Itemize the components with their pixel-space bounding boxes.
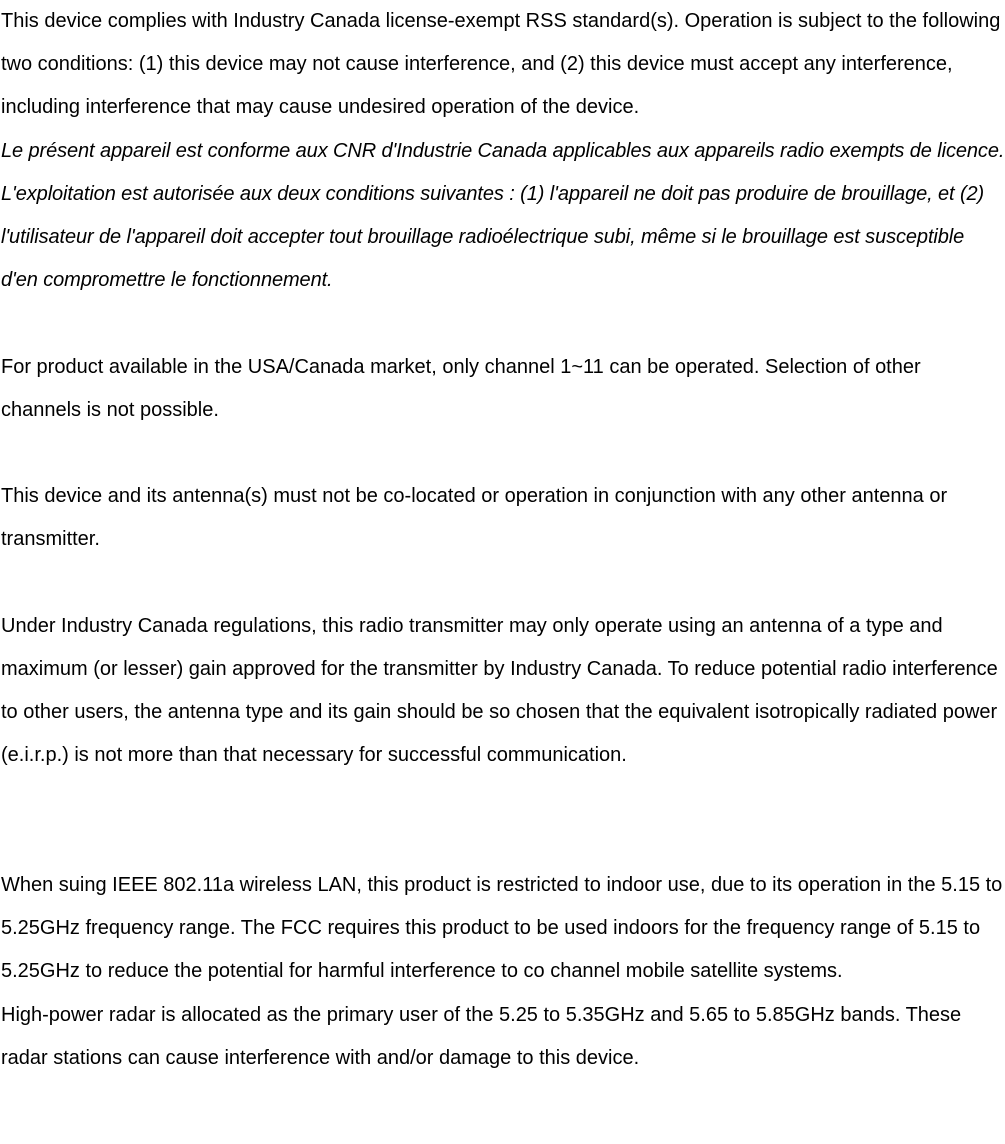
- paragraph-spacer: [1, 302, 1005, 345]
- paragraph-spacer: [1, 562, 1005, 605]
- paragraph-spacer: [1, 778, 1005, 864]
- indoor-use-paragraph: When suing IEEE 802.11a wireless LAN, this product is restricted to indoor use, due to its operation in the 5.15 to 5.25GHz frequency range. The FCC requires this product to be used indoors for the frequency range of 5.15 to 5.25GHz to reduce the potential for harmful interference to co channel mobile satellite systems.: [1, 874, 1003, 983]
- ic-compliance-english: This device complies with Industry Canada license-exempt RSS standard(s). Operation is subject to the following two conditions: (1) this device may not cause interference, and (2) this device must accept any interference, including interference that may cause undesired operation of the device.: [1, 10, 1001, 119]
- paragraph-spacer: [1, 432, 1005, 475]
- ic-compliance-french: Le présent appareil est conforme aux CNR d'Industrie Canada applicables aux appareils radio exempts de licence. L'exploitation est autorisée aux deux conditions suivantes : (1) l'appareil ne doit pas produire de brouillage, et (2) l'utilisateur de l'appareil doit accepter tout brouillage radioélectrique subi, même si le brouillage est susceptible d'en compromettre le fonctionnement.: [1, 139, 1005, 292]
- radar-paragraph: High-power radar is allocated as the primary user of the 5.25 to 5.35GHz and 5.65 to 5.85GHz bands. These radar stations can cause interference with and/or damage to this device.: [1, 1003, 962, 1069]
- channel-restriction-paragraph: For product available in the USA/Canada market, only channel 1~11 can be operated. Selection of other channels is not possible.: [1, 355, 921, 421]
- antenna-colocation-paragraph: This device and its antenna(s) must not be co-located or operation in conjunction with any other antenna or transmitter.: [1, 485, 948, 551]
- antenna-gain-paragraph: Under Industry Canada regulations, this radio transmitter may only operate using an antenna of a type and maximum (or lesser) gain approved for the transmitter by Industry Canada. To reduce potential radio interference to other users, the antenna type and its gain should be so chosen that the equivalent isotropically radiated power (e.i.r.p.) is not more than that necessary for successful communication.: [1, 614, 998, 767]
